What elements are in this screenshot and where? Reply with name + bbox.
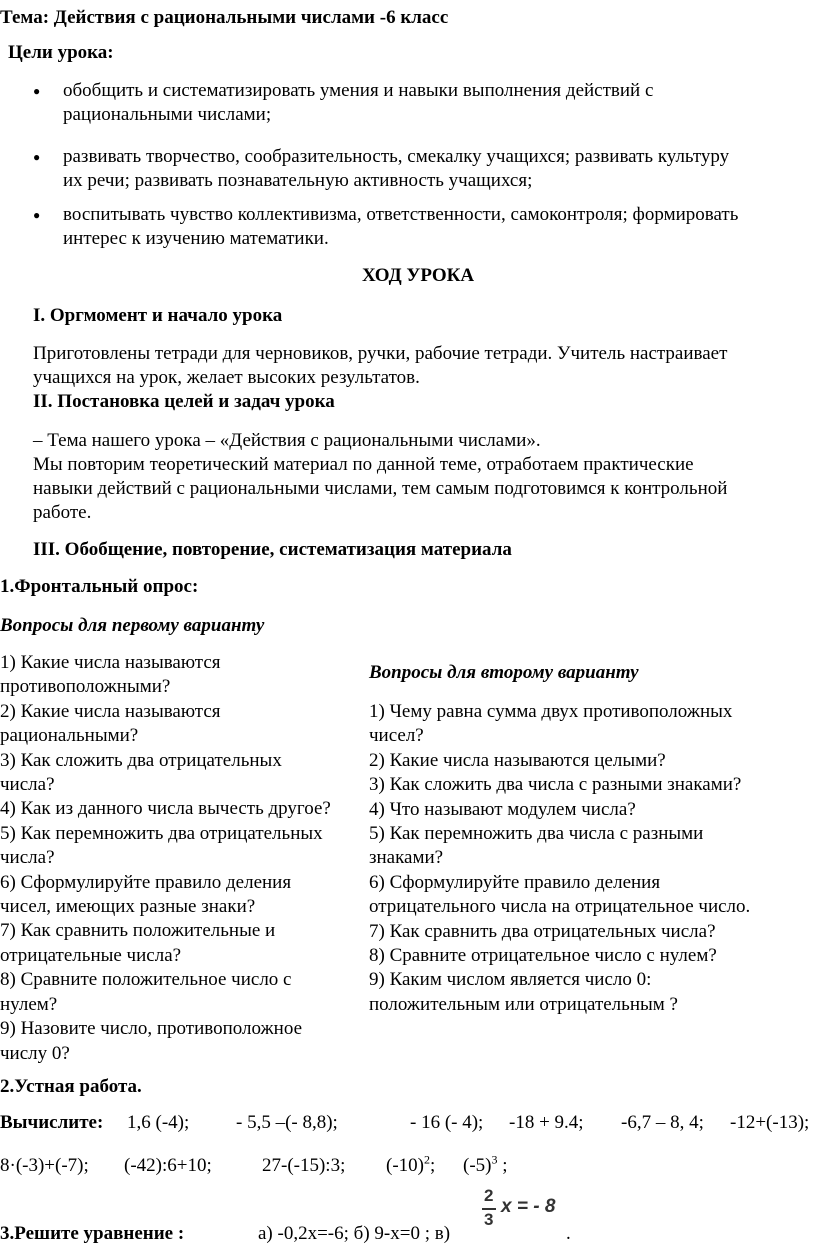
question-line: 3) Как сложить два отрицательных	[0, 749, 282, 771]
bullet-icon: ●	[33, 84, 41, 98]
goal-line: развивать творчество, сообразительность, смекалку учащихся; развивать культуру	[63, 146, 730, 167]
question-line: чисел, имеющих разные знаки?	[0, 896, 256, 918]
question-line: отрицательного числа на отрицательное число.	[369, 896, 751, 918]
question-line: нулем?	[0, 993, 58, 1015]
equation-heading: 3.Решите уравнение :	[0, 1223, 185, 1244]
power-exponent: 2	[423, 1152, 430, 1167]
question-line: 4) Как из данного числа вычесть другое?	[0, 798, 331, 820]
question-line: числу 0?	[0, 1042, 70, 1064]
power-base: (-5)	[463, 1155, 492, 1176]
fraction-numerator: 2	[484, 1186, 494, 1205]
power-exponent: 3	[491, 1152, 498, 1167]
question-line: 8) Сравните положительное число с	[0, 969, 292, 991]
question-line: 8) Сравните отрицательное число с нулем?	[369, 945, 717, 967]
expression: -12+(-13);	[730, 1112, 810, 1133]
variant1-title: Вопросы для первому варианту	[0, 615, 265, 636]
section2-text: Мы повторим теоретический материал по данной теме, отработаем практические	[33, 454, 694, 475]
question-line: чисел?	[369, 725, 424, 747]
goal-line: их речи; развивать познавательную активность учащихся;	[63, 170, 533, 191]
bullet-icon: ●	[33, 150, 41, 164]
question-line: 6) Сформулируйте правило деления	[369, 871, 661, 893]
equation-end: .	[566, 1223, 571, 1244]
power-base: (-10)	[386, 1155, 424, 1176]
equation-parts: а) -0,2х=-6; б) 9-х=0 ; в)	[258, 1223, 451, 1244]
question-line: знаками?	[369, 847, 444, 869]
goal-line: интерес к изучению математики.	[63, 228, 329, 249]
separator: ;	[497, 1155, 508, 1176]
question-line: положительным или отрицательным ?	[369, 993, 678, 1015]
question-line: 7) Как сравнить два отрицательных числа?	[369, 920, 716, 942]
expression: -6,7 – 8, 4;	[621, 1112, 704, 1133]
question-line: 1) Чему равна сумма двух противоположных	[369, 701, 733, 722]
fraction-rest: x = - 8	[501, 1196, 556, 1217]
expression: 8·(-3)+(-7);	[0, 1155, 89, 1176]
course-heading: ХОД УРОКА	[362, 265, 475, 286]
oral-heading: 2.Устная работа.	[0, 1076, 142, 1097]
expression: 27-(-15):3;	[262, 1155, 346, 1176]
goals-heading: Цели урока:	[8, 42, 114, 63]
bullet-icon: ●	[33, 208, 41, 222]
section2-text: – Тема нашего урока – «Действия с рациональными числами».	[33, 430, 541, 451]
section3-heading: III. Обобщение, повторение, систематизация материала	[33, 539, 512, 560]
fraction-denominator: 3	[484, 1210, 494, 1229]
expression: 1,6 (-4);	[127, 1112, 190, 1133]
section2-text: работе.	[33, 502, 92, 523]
goal-line: рациональными числами;	[63, 104, 272, 125]
question-line: 5) Как перемножить два числа с разными	[369, 823, 704, 845]
question-line: 9) Назовите число, противоположное	[0, 1018, 303, 1040]
section2-heading: II. Постановка целей и задач урока	[33, 391, 335, 412]
expression-power	[386, 1154, 435, 1178]
question-line: 9) Каким числом является число 0:	[369, 969, 652, 991]
question-line: отрицательные числа?	[0, 944, 182, 966]
goal-line: обобщить и систематизировать умения и навыки выполнения действий с	[63, 80, 654, 101]
page-topic: Тема: Действия с рациональными числами -6 класс	[0, 7, 449, 28]
variant2-title: Вопросы для второму варианту	[369, 662, 639, 683]
question-line: 1) Какие числа называются	[0, 652, 221, 673]
section2-text: навыки действий с рациональными числами, тем самым подготовимся к контрольной	[33, 478, 728, 499]
expression: - 5,5 –(- 8,8);	[236, 1112, 338, 1133]
frontal-heading: 1.Фронтальный опрос:	[0, 576, 199, 597]
variant2-questions	[369, 700, 750, 1017]
variant1-questions	[0, 651, 331, 1066]
expression: - 16 (- 4);	[410, 1112, 484, 1133]
question-line: числа?	[0, 847, 55, 869]
question-line: 3) Как сложить два числа с разными знаками?	[369, 774, 742, 796]
separator: ;	[429, 1155, 436, 1176]
section1-heading: I. Оргмомент и начало урока	[33, 305, 283, 326]
expression: (-42):6+10;	[124, 1155, 212, 1176]
question-line: 5) Как перемножить два отрицательных	[0, 822, 323, 844]
question-line: 6) Сформулируйте правило деления	[0, 871, 292, 893]
question-line: рациональными?	[0, 725, 139, 747]
question-line: 2) Какие числа называются	[0, 700, 221, 722]
question-line: числа?	[0, 774, 55, 796]
question-line: противоположными?	[0, 676, 171, 698]
question-line: 2) Какие числа называются целыми?	[369, 749, 666, 771]
question-line: 7) Как сравнить положительные и	[0, 920, 276, 942]
goal-line: воспитывать чувство коллективизма, ответственности, самоконтроля; формировать	[63, 204, 739, 225]
expression-power	[463, 1154, 508, 1178]
expression: -18 + 9.4;	[509, 1112, 584, 1133]
section1-text: учащихся на урок, желает высоких результатов.	[33, 367, 420, 388]
compute-label: Вычислите:	[0, 1112, 104, 1133]
question-line: 4) Что называют модулем числа?	[369, 798, 636, 820]
section1-text: Приготовлены тетради для черновиков, ручки, рабочие тетради. Учитель настраивает	[33, 343, 728, 364]
